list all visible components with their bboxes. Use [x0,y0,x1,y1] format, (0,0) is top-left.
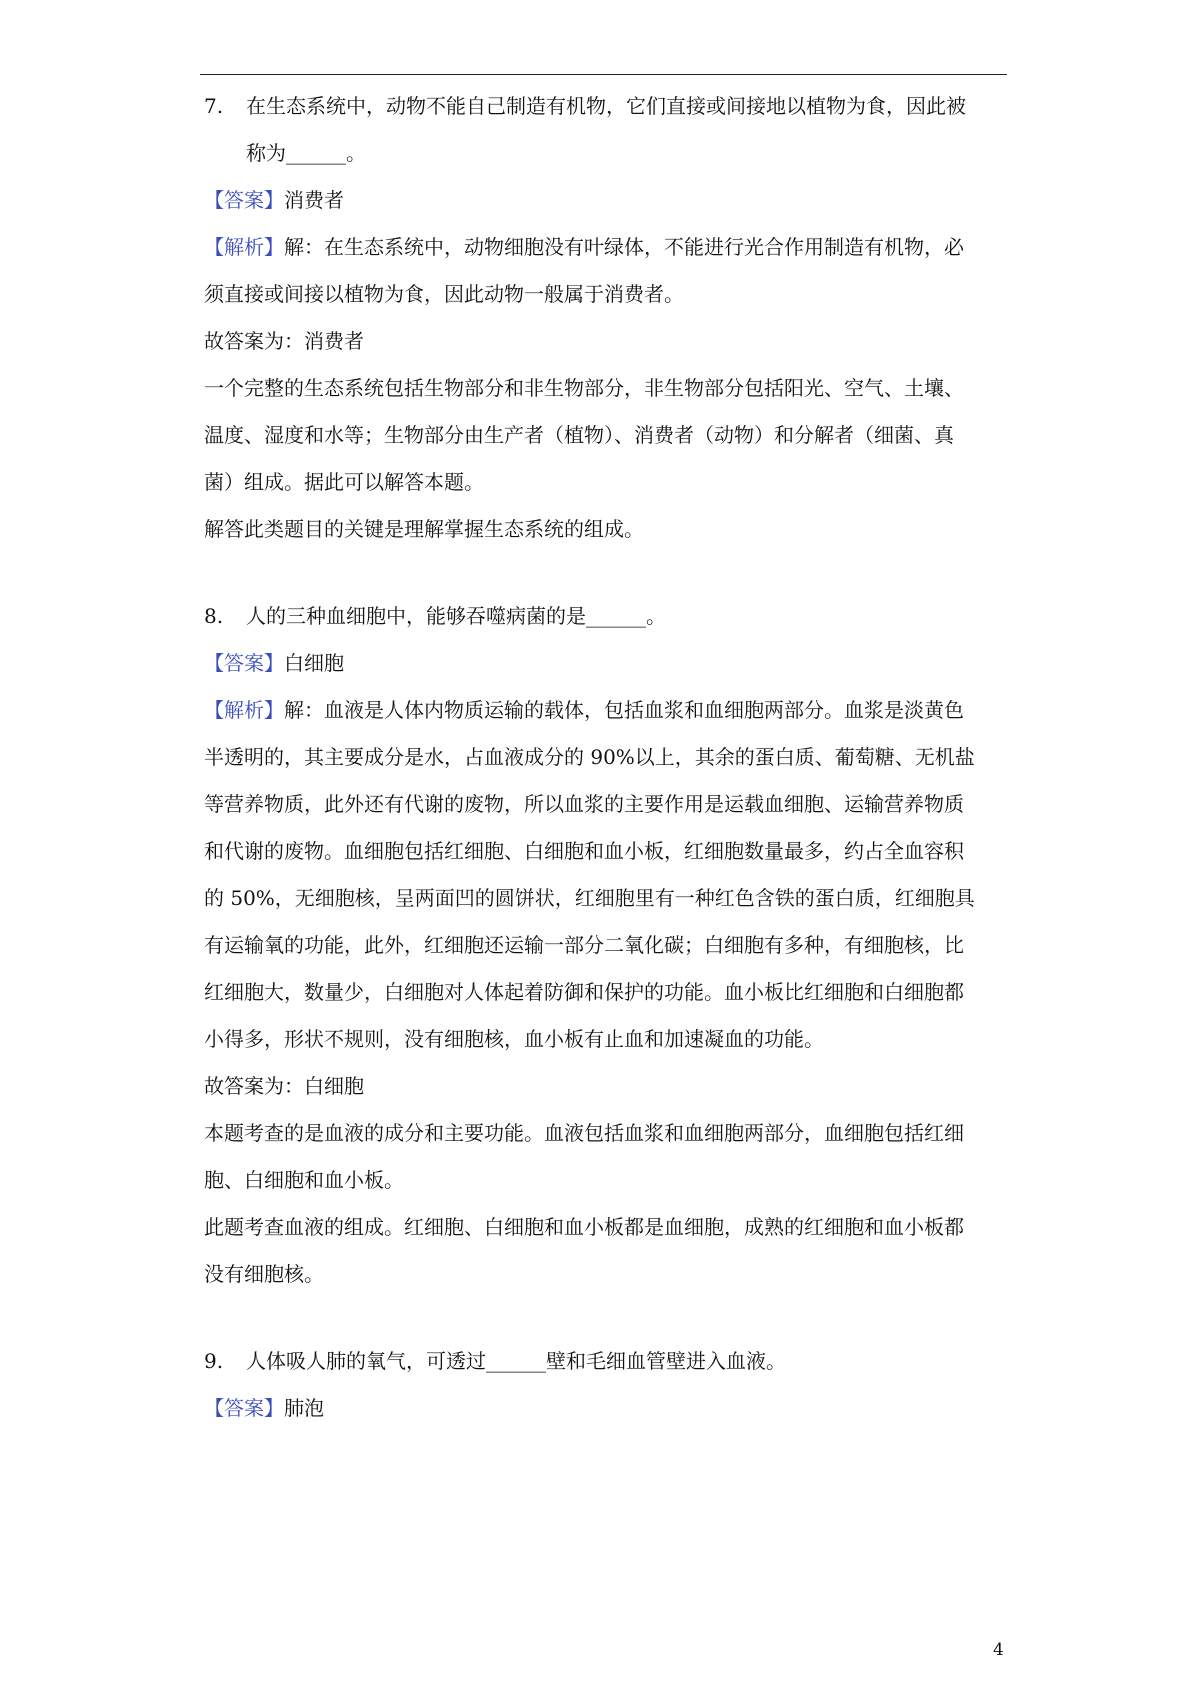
question-stem-line: 8. 人的三种血细胞中，能够吞噬病菌的是______。 [204,604,666,628]
analysis-line: 没有细胞核。 [204,1262,324,1286]
answer-tag: 【答案】 [204,651,284,675]
question-number: 8. [204,604,224,628]
question-spacer [204,1309,1004,1349]
analysis-tag: 【解析】 [204,698,284,722]
question-stem-line: 9. 人体吸人肺的氧气，可透过______壁和毛细血管壁进入血液。 [204,1349,786,1373]
answer-tag: 【答案】 [204,188,284,212]
question-stem-line: 7. 在生态系统中，动物不能自己制造有机物，它们直接或间接地以植物为食，因此被 [204,94,966,118]
answer-text: 肺泡 [284,1396,324,1420]
analysis-line: 须直接或间接以植物为食，因此动物一般属于消费者。 [204,282,684,306]
analysis-line: 解答此类题目的关键是理解掌握生态系统的组成。 [204,517,644,541]
analysis-line: 胞、白细胞和血小板。 [204,1168,404,1192]
page-number: 4 [993,1640,1004,1660]
question-number: 7. [204,94,224,118]
analysis-line: 等营养物质，此外还有代谢的废物，所以血浆的主要作用是运载血细胞、运输营养物质 [204,792,964,816]
analysis-line: 的 50%，无细胞核，呈两面凹的圆饼状，红细胞里有一种红色含铁的蛋白质，红细胞具 [204,886,975,910]
answer-line [204,1396,1004,1443]
answer-tag: 【答案】 [204,1396,284,1420]
analysis-line: 故答案为：白细胞 [204,1074,364,1098]
question-number: 9. [204,1349,224,1373]
answer-line [204,651,1004,698]
question-stem-line: 称为______。 [246,141,366,165]
analysis-line: 小得多，形状不规则，没有细胞核，血小板有止血和加速凝血的功能。 [204,1027,824,1051]
analysis-tag: 【解析】 [204,235,284,259]
header-rule [200,74,1007,75]
analysis-line: 半透明的，其主要成分是水，占血液成分的 90%以上，其余的蛋白质、葡萄糖、无机盐 [204,745,975,769]
analysis-line: 【解析】解：在生态系统中，动物细胞没有叶绿体，不能进行光合作用制造有机物，必 [204,235,964,259]
analysis-line: 本题考查的是血液的成分和主要功能。血液包括血浆和血细胞两部分，血细胞包括红细 [204,1121,964,1145]
analysis-line: 菌）组成。据此可以解答本题。 [204,470,484,494]
question-7 [204,94,1004,564]
answer-line [204,188,1004,235]
question-9 [204,1349,1004,1443]
analysis-line: 红细胞大，数量少，白细胞对人体起着防御和保护的功能。血小板比红细胞和白细胞都 [204,980,964,1004]
answer-text: 白细胞 [284,651,344,675]
question-spacer [204,564,1004,604]
answer-text: 消费者 [284,188,344,212]
analysis-line: 【解析】解：血液是人体内物质运输的载体，包括血浆和血细胞两部分。血浆是淡黄色 [204,698,964,722]
analysis-line: 此题考查血液的组成。红细胞、白细胞和血小板都是血细胞，成熟的红细胞和血小板都 [204,1215,964,1239]
question-8 [204,604,1004,1309]
analysis-line: 和代谢的废物。血细胞包括红细胞、白细胞和血小板，红细胞数量最多，约占全血容积 [204,839,964,863]
document-body [204,94,1004,1443]
analysis-line: 温度、湿度和水等；生物部分由生产者（植物）、消费者（动物）和分解者（细菌、真 [204,423,954,447]
analysis-line: 一个完整的生态系统包括生物部分和非生物部分，非生物部分包括阳光、空气、土壤、 [204,376,964,400]
analysis-line: 故答案为：消费者 [204,329,364,353]
analysis-line: 有运输氧的功能，此外，红细胞还运输一部分二氧化碳；白细胞有多种，有细胞核，比 [204,933,964,957]
